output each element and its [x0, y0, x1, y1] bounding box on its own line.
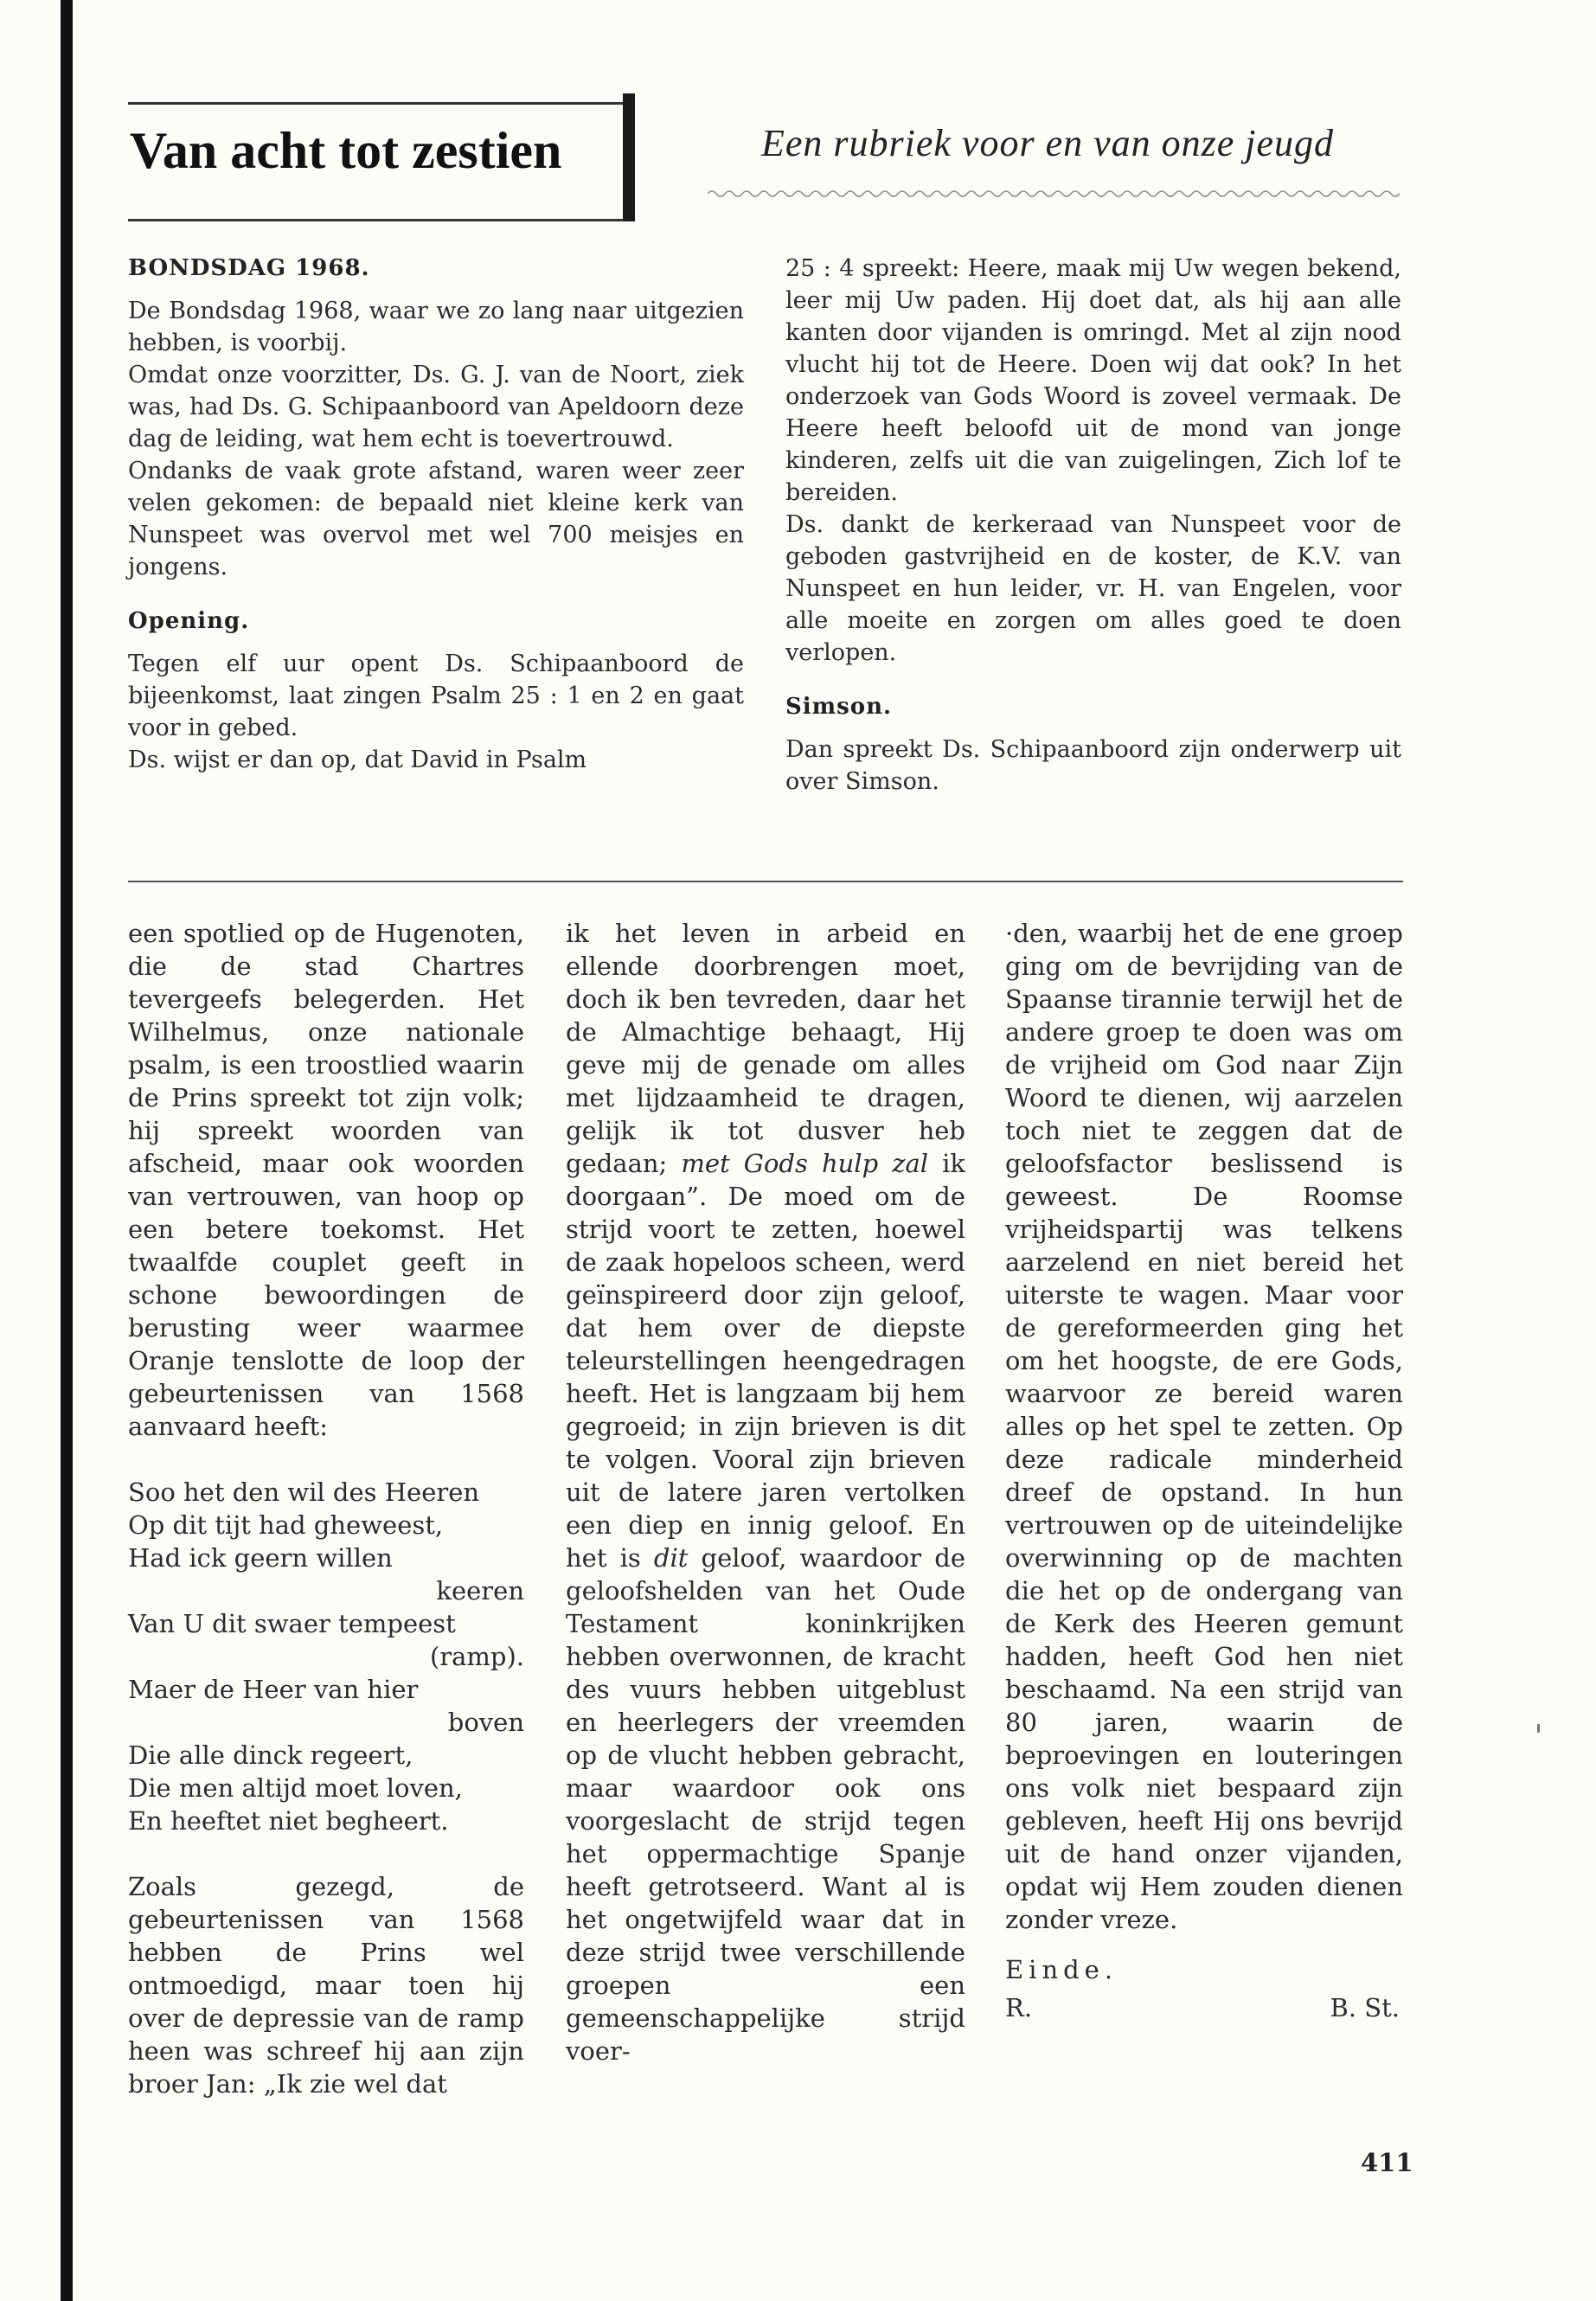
signature-initial: R.	[1005, 1993, 1033, 2022]
poem-line: Van U dit swaer tempeest	[128, 1609, 456, 1638]
text-run: ik het leven in arbeid en ellende doorbrengen moet, doch ik ben tevreden, daar het de Almachtige behaagt, Hij geve mij de genade om alles met lijdzaamheid te dragen, gelijk ik tot dusver heb gedaan;	[566, 919, 965, 1178]
article-column-2	[566, 917, 965, 2067]
signature-author: B. St.	[1330, 1993, 1400, 2022]
poem-line: Die men altijd moet loven,	[128, 1773, 463, 1803]
wavy-underline	[708, 189, 1400, 199]
column-title: Van acht tot zestien	[130, 122, 562, 179]
paragraph: Ds. dankt de kerkeraad van Nunspeet voor de geboden gastvrijheid en de koster, de K.V. van Nunspeet en hun leider, vr. H. van Engelen, voor alle moeite en zorgen om alles goed te doen verlopen.	[785, 511, 1401, 666]
poem-line: keeren	[436, 1576, 524, 1606]
column-subtitle: Een rubriek voor en van onze jeugd	[761, 122, 1335, 164]
section-heading-bondsdag: BONDSDAG 1968.	[128, 255, 370, 281]
poem-stanza	[128, 1476, 524, 1837]
text-run: ik doorgaan”. De moed om de strijd voort te zetten, hoewel de zaak hopeloos scheen, werd geïnspireerd door zijn geloof, dat hem over de diepste teleurstellingen heengedragen heeft. Het is langzaam bij hem gegroeid; in zijn brieven is dit te volgen. Vooral zijn brieven uit de latere jaren vertolken een diep en innig geloof. En het is	[566, 1149, 965, 1573]
paragraph: Omdat onze voorzitter, Ds. G. J. van de Noort, ziek was, had Ds. G. Schipaanboord van Apeldoorn deze dag de leiding, wat hem echt is toevertrouwd.	[128, 362, 744, 452]
section-heading-simson: Simson.	[785, 694, 893, 720]
paragraph: Zoals gezegd, de gebeurtenissen van 1568 hebben de Prins wel ontmoedigd, maar toen hij over de depressie van de ramp heen was schreef hij aan zijn broer Jan: „Ik zie wel dat	[128, 1872, 524, 2099]
intro-column-right	[785, 253, 1401, 798]
poem-line: boven	[447, 1708, 524, 1737]
binding-edge	[61, 0, 73, 2301]
paragraph	[566, 917, 965, 2067]
paragraph: Tegen elf uur opent Ds. Schipaanboord de bijeenkomst, laat zingen Psalm 25 : 1 en 2 en gaat voor in gebed.	[128, 651, 744, 741]
poem-line: Op dit tijt had gheweest,	[128, 1510, 444, 1540]
italic-text: met Gods hulp zal	[681, 1149, 929, 1178]
section-heading-opening: Opening.	[128, 608, 250, 634]
end-marker: Einde.	[1005, 1955, 1118, 1984]
page-number: 411	[1361, 2148, 1413, 2177]
poem-line: Had ick geern willen	[128, 1543, 393, 1573]
paragraph: Dan spreekt Ds. Schipaanboord zijn onderwerp uit over Simson.	[785, 736, 1401, 795]
signature-line	[1005, 1991, 1403, 2024]
italic-text: dit	[653, 1543, 689, 1573]
poem-line: Soo het den wil des Heeren	[128, 1477, 480, 1507]
poem-line: (ramp).	[429, 1642, 524, 1671]
paragraph: een spotlied op de Hugenoten, die de stad Chartres tevergeefs belegerden. Het Wilhelmus, onze nationale psalm, is een troostlied waarin de Prins spreekt tot zijn volk; hij spreekt woorden van afscheid, maar ook woorden van vertrouwen, van hoop op een betere toekomst. Het twaalfde couplet geeft in schone bewoordingen de berusting weer waarmee Oranje tenslotte de loop der gebeurtenissen van 1568 aanvaard heeft:	[128, 919, 524, 1441]
poem-line: Maer de Heer van hier	[128, 1675, 419, 1704]
paragraph: Ondanks de vaak grote afstand, waren weer zeer velen gekomen: de bepaald niet kleine kerk van Nunspeet was overvol met wel 700 meisjes en jongens.	[128, 458, 744, 580]
paragraph: De Bondsdag 1968, waar we zo lang naar uitgezien hebben, is voorbij.	[128, 298, 744, 356]
section-divider	[128, 881, 1403, 882]
scan-speck	[1537, 1724, 1540, 1733]
text-run: geloof, waardoor de geloofshelden van het Oude Testament koninkrijken hebben overwonnen, de kracht des vuurs hebben uitgeblust en heerlegers der vreemden op de vlucht hebben gebracht, maar waardoor ook ons voorgeslacht de strijd tegen het oppermachtige Spanje heeft getrotseerd. Want al is het ongetwijfeld waar dat in deze strijd twee verschillende groepen een gemeenschappelijke strijd voer-	[566, 1543, 965, 2066]
article-column-1	[128, 917, 524, 2100]
paragraph: Ds. wijst er dan op, dat David in Psalm	[128, 747, 587, 773]
paragraph: 25 : 4 spreekt: Heere, maak mij Uw wegen bekend, leer mij Uw paden. Hij doet dat, als hij aan alle kanten door vijanden is omringd. Met al zijn nood vlucht hij tot de Heere. Doen wij dat ook? In het onderzoek van Gods Woord is zoveel vermaak. De Heere heeft beloofd uit de mond van jonge kinderen, zelfs uit die van zuigelingen, Zich lof te bereiden.	[785, 255, 1401, 506]
poem-line: En heeftet niet begheert.	[128, 1806, 449, 1836]
poem-line: Die alle dinck regeert,	[128, 1740, 413, 1770]
header-black-bar	[623, 93, 635, 221]
intro-column-left	[128, 253, 744, 776]
paragraph: ·den, waarbij het de ene groep ging om de bevrijding van de Spaanse tirannie terwijl het de andere groep te doen was om de vrijheid om God naar Zijn Woord te dienen, wij aarzelen toch niet te zeggen dat de geloofsfactor beslissend is geweest. De Roomse vrijheidspartij was telkens aarzelend en niet bereid het uiterste te wagen. Maar voor de gereformeerden ging het om het hoogste, de ere Gods, waarvoor ze bereid waren alles op het spel te zetten. Op deze radicale minderheid dreef de opstand. In hun vertrouwen op de uiteindelijke overwinning op de machten die het op de ondergang van de Kerk des Heeren gemunt hadden, heeft God hen niet beschaamd. Na een strijd van 80 jaren, waarin de beproevingen en louteringen ons volk niet bespaard zijn gebleven, heeft Hij ons bevrijd uit de hand onzer vijanden, opdat wij Hem zouden dienen zonder vreze.	[1005, 919, 1403, 1934]
article-column-3	[1005, 917, 1403, 2024]
